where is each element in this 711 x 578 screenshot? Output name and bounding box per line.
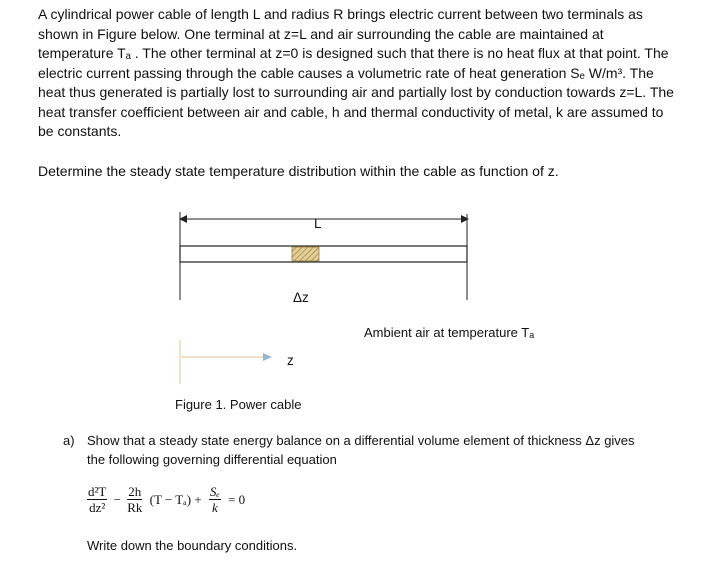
cable-body [180, 246, 467, 262]
question-number: a) [63, 433, 75, 448]
z-axis-label: z [287, 353, 294, 368]
second-derivative-fraction [87, 484, 107, 515]
differential-element [292, 247, 319, 261]
fraction-denominator: Rk [127, 500, 143, 515]
fraction-denominator: k [211, 500, 218, 515]
ambient-air-label: Ambient air at temperature Tₐ [364, 325, 535, 340]
length-arrow-right-icon [461, 215, 469, 223]
fraction-numerator: d²T [88, 484, 107, 499]
figure-caption: Figure 1. Power cable [175, 397, 302, 412]
element-label: Δz [293, 290, 309, 305]
equals-zero: = 0 [228, 491, 246, 507]
loss-coefficient-fraction [127, 484, 142, 515]
temperature-difference-term: (T − Tₐ) + [149, 491, 202, 507]
fraction-numerator: 2h [128, 484, 142, 499]
boundary-conditions-prompt: Write down the boundary conditions. [87, 538, 298, 553]
source-fraction [209, 484, 221, 515]
question-text: Show that a steady state energy balance on a differential volume element of thickness Δz gives the following governing differential equation [87, 433, 635, 467]
governing-equation [87, 484, 245, 515]
z-axis-arrow-icon [263, 353, 272, 361]
fraction-numerator: Sₑ [209, 484, 220, 499]
problem-statement: A cylindrical power cable of length L and radius R brings electric current between two terminals as shown in Figure below. One terminal at z=L and air surrounding the cable are maintained at temperature Tₐ . The other terminal at z=0 is designed such that there is no heat flux at that point. The electric current passing through the cable causes a volumetric rate of heat generation Sₑ W/m³. The heat thus generated is partially lost to surrounding air and partially lost by conduction towards z=L. The heat transfer coefficient between air and cable, h and thermal conductivity of metal, k are assumed to be constants. [38, 6, 674, 139]
length-label: L [314, 216, 322, 231]
fraction-denominator: dz² [89, 500, 106, 515]
task-statement: Determine the steady state temperature distribution within the cable as function of z. [38, 163, 559, 179]
minus-sign: − [113, 491, 121, 507]
